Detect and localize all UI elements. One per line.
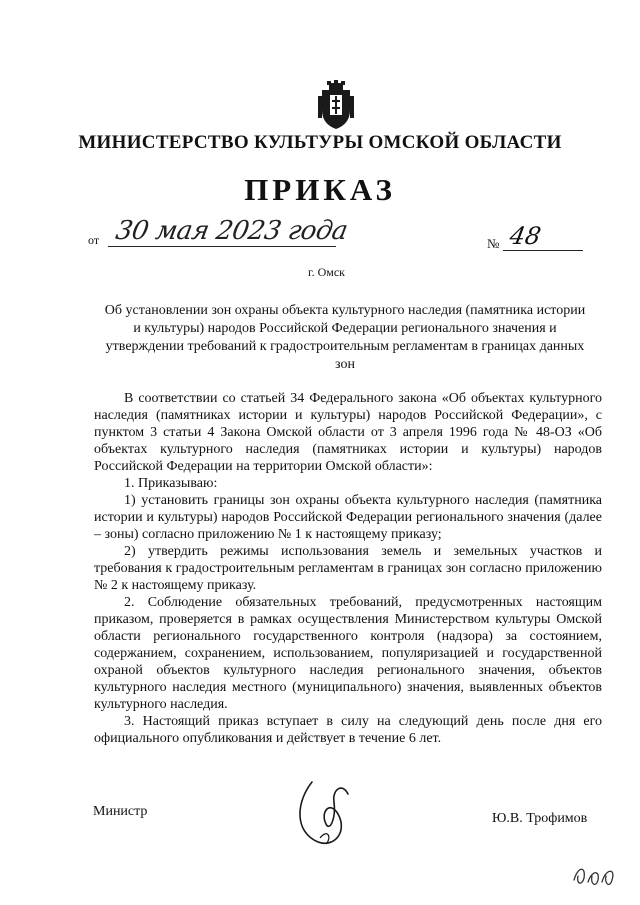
city-label: г. Омск	[308, 265, 345, 279]
document-type: ПРИКАЗ	[244, 172, 396, 207]
signer-title: Министр	[93, 804, 148, 819]
coat-of-arms-icon	[315, 80, 357, 130]
date-underline	[108, 246, 336, 247]
order-subject: Об установлении зон охраны объекта культурного наследия (памятника истории и культуры) народов Российской Федерации регионального значения и утверждении требований к градостроительным регламентам в границах данных зон	[104, 303, 586, 372]
number-underline	[503, 250, 583, 251]
handwritten-date: 30 мая 2023 года	[113, 216, 350, 246]
ministry-title: МИНИСТЕРСТВО КУЛЬТУРЫ ОМСКОЙ ОБЛАСТИ	[78, 132, 562, 153]
order-body	[94, 390, 602, 747]
order-clause-2: 2. Соблюдение обязательных требований, предусмотренных настоящим приказом, проверяется в рамках осуществления Министерством культуры Омской области регионального государственного контроля (надзора) за состоянием, содержанием, сохранением, использованием, популяризацией и государственной охраной объектов культурного наследия регионального значения, объектов культурного наследия местного (муниципального) значения, выявленных объектов культурного наследия.	[94, 595, 602, 712]
margin-note-icon	[570, 858, 620, 890]
order-clause: 1. Приказываю:	[124, 476, 218, 491]
date-label: от	[88, 233, 100, 247]
preamble-paragraph: В соответствии со статьей 34 Федерального закона «Об объектах культурного наследия (памятниках истории и культуры) народов Российской Федерации», с пунктом 3 статьи 4 Закона Омской области от 3 апреля 1996 года № 48-ОЗ «Об объектах культурного наследия (памятниках истории и культуры) народов Российской Федерации на территории Омской области»:	[94, 391, 602, 474]
order-subclause-1: 1) установить границы зон охраны объекта культурного наследия (памятника истории и культуры) народов Российской Федерации регионального значения (далее – зоны) согласно приложению № 1 к настоящему приказу;	[94, 493, 602, 542]
signature-icon	[290, 772, 372, 848]
handwritten-number: 48	[507, 222, 544, 250]
order-clause-3: 3. Настоящий приказ вступает в силу на следующий день после дня его официального опубликования и действует в течение 6 лет.	[94, 714, 602, 746]
number-label: №	[487, 236, 500, 251]
order-subclause-2: 2) утвердить режимы использования земель и земельных участков и требования к градостроительным регламентам в границах зон согласно приложению № 2 к настоящему приказу.	[94, 544, 602, 593]
signer-name: Ю.В. Трофимов	[492, 811, 588, 826]
